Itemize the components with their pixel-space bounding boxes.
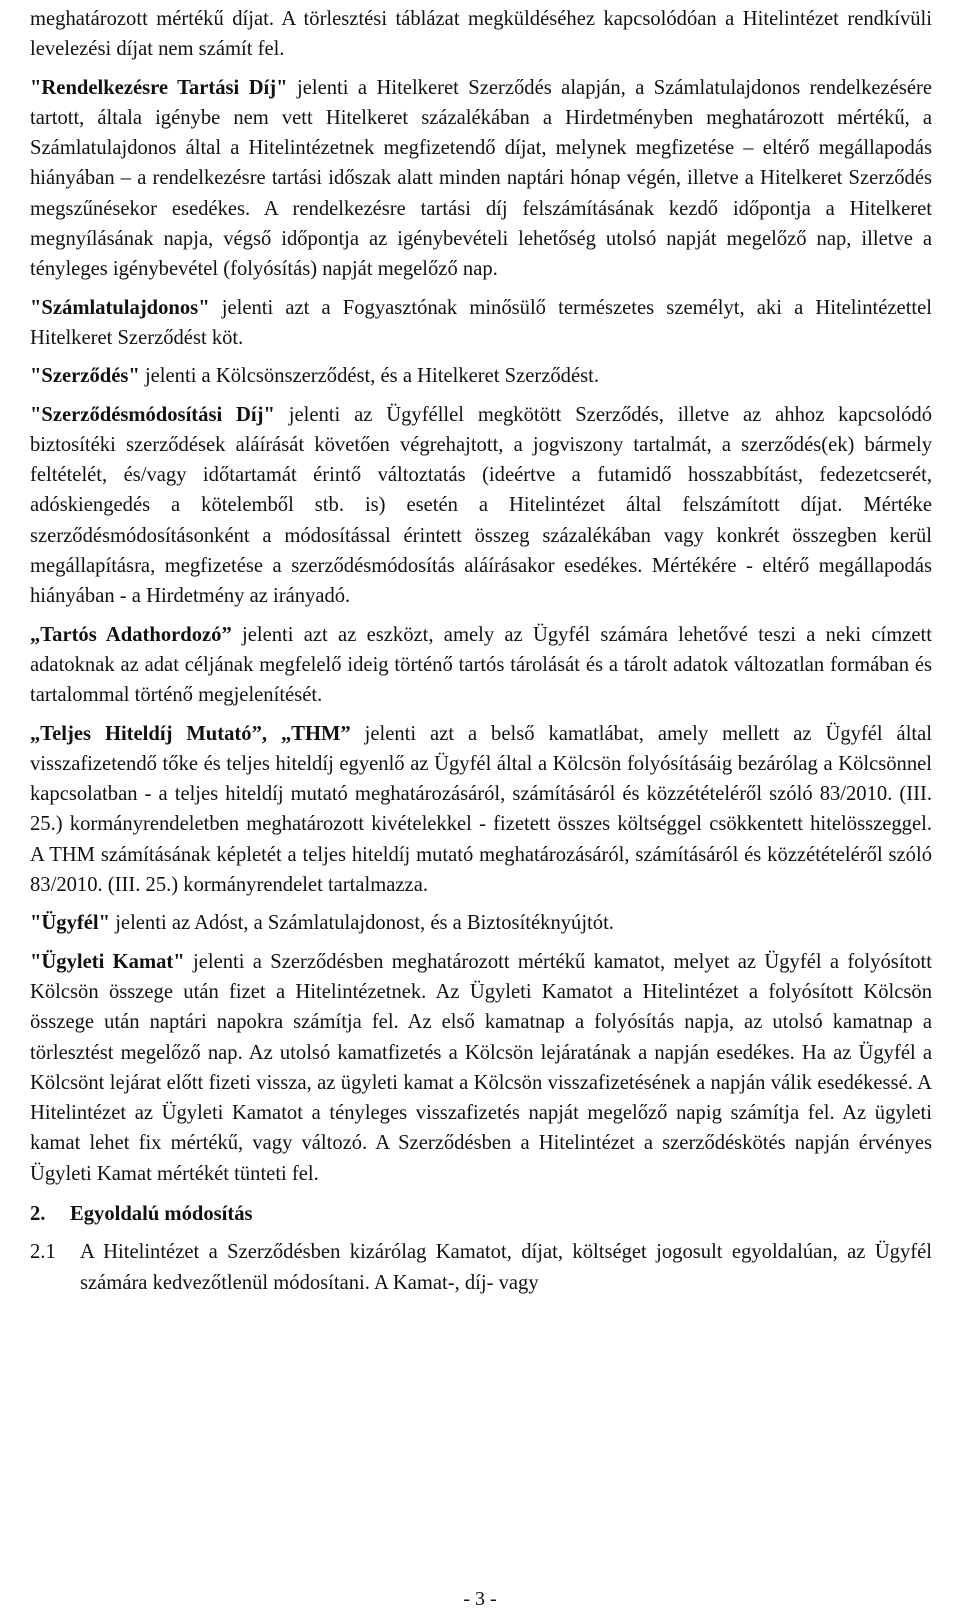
definition-text: jelenti azt a Fogyasztónak minősülő természetes személyt, aki a Hitelintézettel Hitelkeret Szerződést köt. (30, 296, 932, 349)
page-number: - 3 - (463, 1588, 497, 1610)
definition-term: "Szerződés" (30, 365, 140, 388)
definition-text: jelenti a Hitelkeret Szerződés alapján, a Számlatulajdonos rendelkezésére tartott, általa igénybe nem vett Hitelkeret százalékában a Hirdetményben meghatározott mértékű, a Számlatulajdonos által a Hitelintézetnek megfizetendő díjat, melynek megfizetése – eltérő megállapodás hiányában – a rendelkezésre tartási időszak alatt minden naptári hónap végén, illetve a Hitelkeret Szerződés megszűnésekor esedékes. A rendelkezésre tartási díj felszámításának kezdő időpontja a Hitelkeret megnyílásának napja, végső időpontja az igénybevételi lehetőség utolsó napját megelőző nap, illetve a tényleges igénybevétel (folyósítás) napját megelőző nap. (30, 76, 932, 281)
definition-text: jelenti azt az eszközt, amely az Ügyfél számára lehetővé teszi a neki címzett adatoknak az adat céljának megfelelő ideig történő tartós tárolását és a tárolt adatok változatlan formában és tartalommal történő megjelenítését. (30, 623, 932, 707)
section-title: Egyoldalú módosítás (70, 1202, 253, 1225)
definition-text: jelenti az Adóst, a Számlatulajdonost, és a Biztosítéknyújtót. (110, 912, 614, 935)
definition-szerzodesmodositasi-dij (30, 400, 932, 612)
definition-term: "Számlatulajdonos" (30, 296, 210, 319)
definition-rendelkezesre-tartasi-dij (30, 73, 932, 285)
definition-term: „Teljes Hiteldíj Mutató”, „THM” (30, 722, 351, 745)
definition-szamlatulajdonos (30, 293, 932, 354)
paragraph-continuation (30, 4, 932, 65)
item-number: 2.1 (30, 1241, 56, 1264)
definition-term: "Ügyfél" (30, 912, 111, 935)
definition-term: "Szerződésmódosítási Díj" (30, 403, 275, 426)
definition-tartos-adathordozo (30, 620, 932, 711)
definition-term: "Rendelkezésre Tartási Díj" (30, 76, 288, 99)
section-heading (30, 1199, 932, 1229)
definition-ugyfel (30, 908, 932, 938)
definition-szerzodes (30, 361, 932, 391)
definition-thm (30, 719, 932, 901)
definition-text: jelenti a Kölcsönszerződést, és a Hitelkeret Szerződést. (139, 365, 599, 388)
section-number: 2. (30, 1202, 46, 1225)
definition-ugyleti-kamat (30, 947, 932, 1189)
paragraph-text: meghatározott mértékű díjat. A törlesztési táblázat megküldéséhez kapcsolódóan a Hitelintézet rendkívüli levelezési díjat nem számít fel. (30, 8, 932, 61)
definition-text: jelenti a Szerződésben meghatározott mértékű kamatot, melyet az Ügyfél a folyósított Kölcsön összege után fizet a Hitelintézetnek. Az Ügyleti Kamatot a Hitelintézet a folyósított Kölcsön összege után naptári napokra számítja fel. Az első kamatnap a folyósítás napja, az utolsó kamatnap a törlesztést megelőző nap. Az utolsó kamatfizetés a Kölcsön lejáratának a napján esedékes. Ha az Ügyfél a Kölcsönt lejárat előtt fizeti vissza, az ügyleti kamat a Kölcsön visszafizetésének a napján válik esedékessé. A Hitelintézet az Ügyleti Kamatot a tényleges visszafizetés napját megelőző napig számítja fel. Az ügyleti kamat lehet fix mértékű, vagy változó. A Szerződésben a Hitelintézet a szerződéskötés napján érvényes Ügyleti Kamat mértékét tünteti fel. (30, 950, 932, 1185)
definition-term: „Tartós Adathordozó” (30, 623, 232, 646)
item-text: A Hitelintézet a Szerződésben kizárólag Kamatot, díjat, költséget jogosult egyoldalúan, az Ügyfél számára kedvezőtlenül módosítani. A Kamat-, díj- vagy (80, 1241, 932, 1294)
numbered-item (30, 1237, 932, 1298)
definition-term: "Ügyleti Kamat" (30, 950, 185, 973)
definition-text: jelenti azt a belső kamatlábat, amely mellett az Ügyfél által visszafizetendő tőke és teljes hiteldíj egyenlő az Ügyfél által a Kölcsön folyósításáig bezárólag a Kölcsönnel kapcsolatban - a teljes hiteldíj mutató meghatározásáról, számításáról és közzétételéről szóló 83/2010. (III. 25.) kormányrendeletben meghatározott kivételekkel - fizetett összes költséggel csökkentett hitelösszeggel. A THM számításának képletét a teljes hiteldíj mutató meghatározásáról, számításáról és közzétételéről szóló 83/2010. (III. 25.) kormányrendelet tartalmazza. (30, 722, 933, 897)
definition-text: jelenti az Ügyféllel megkötött Szerződés, illetve az ahhoz kapcsolódó biztosítéki szerződések aláírását követően végrehajtott, a jogviszony tartalmát, a szerződés(ek) bármely feltételét, és/vagy időtartamát érintő változtatás (ideértve a futamidő hosszabbítást, fedezetcserét, adóskiengedés a kötelemből stb. is) esetén a Hitelintézet által felszámított díjat. Mértéke szerződésmódosításonként a módosítással érintett összeg százalékában vagy konkrét összegben kerül megállapításra, megfizetése a szerződésmódosítás aláírásakor esedékes. Mértékére - eltérő megállapodás hiányában - a Hirdetmény az irányadó. (30, 403, 932, 608)
